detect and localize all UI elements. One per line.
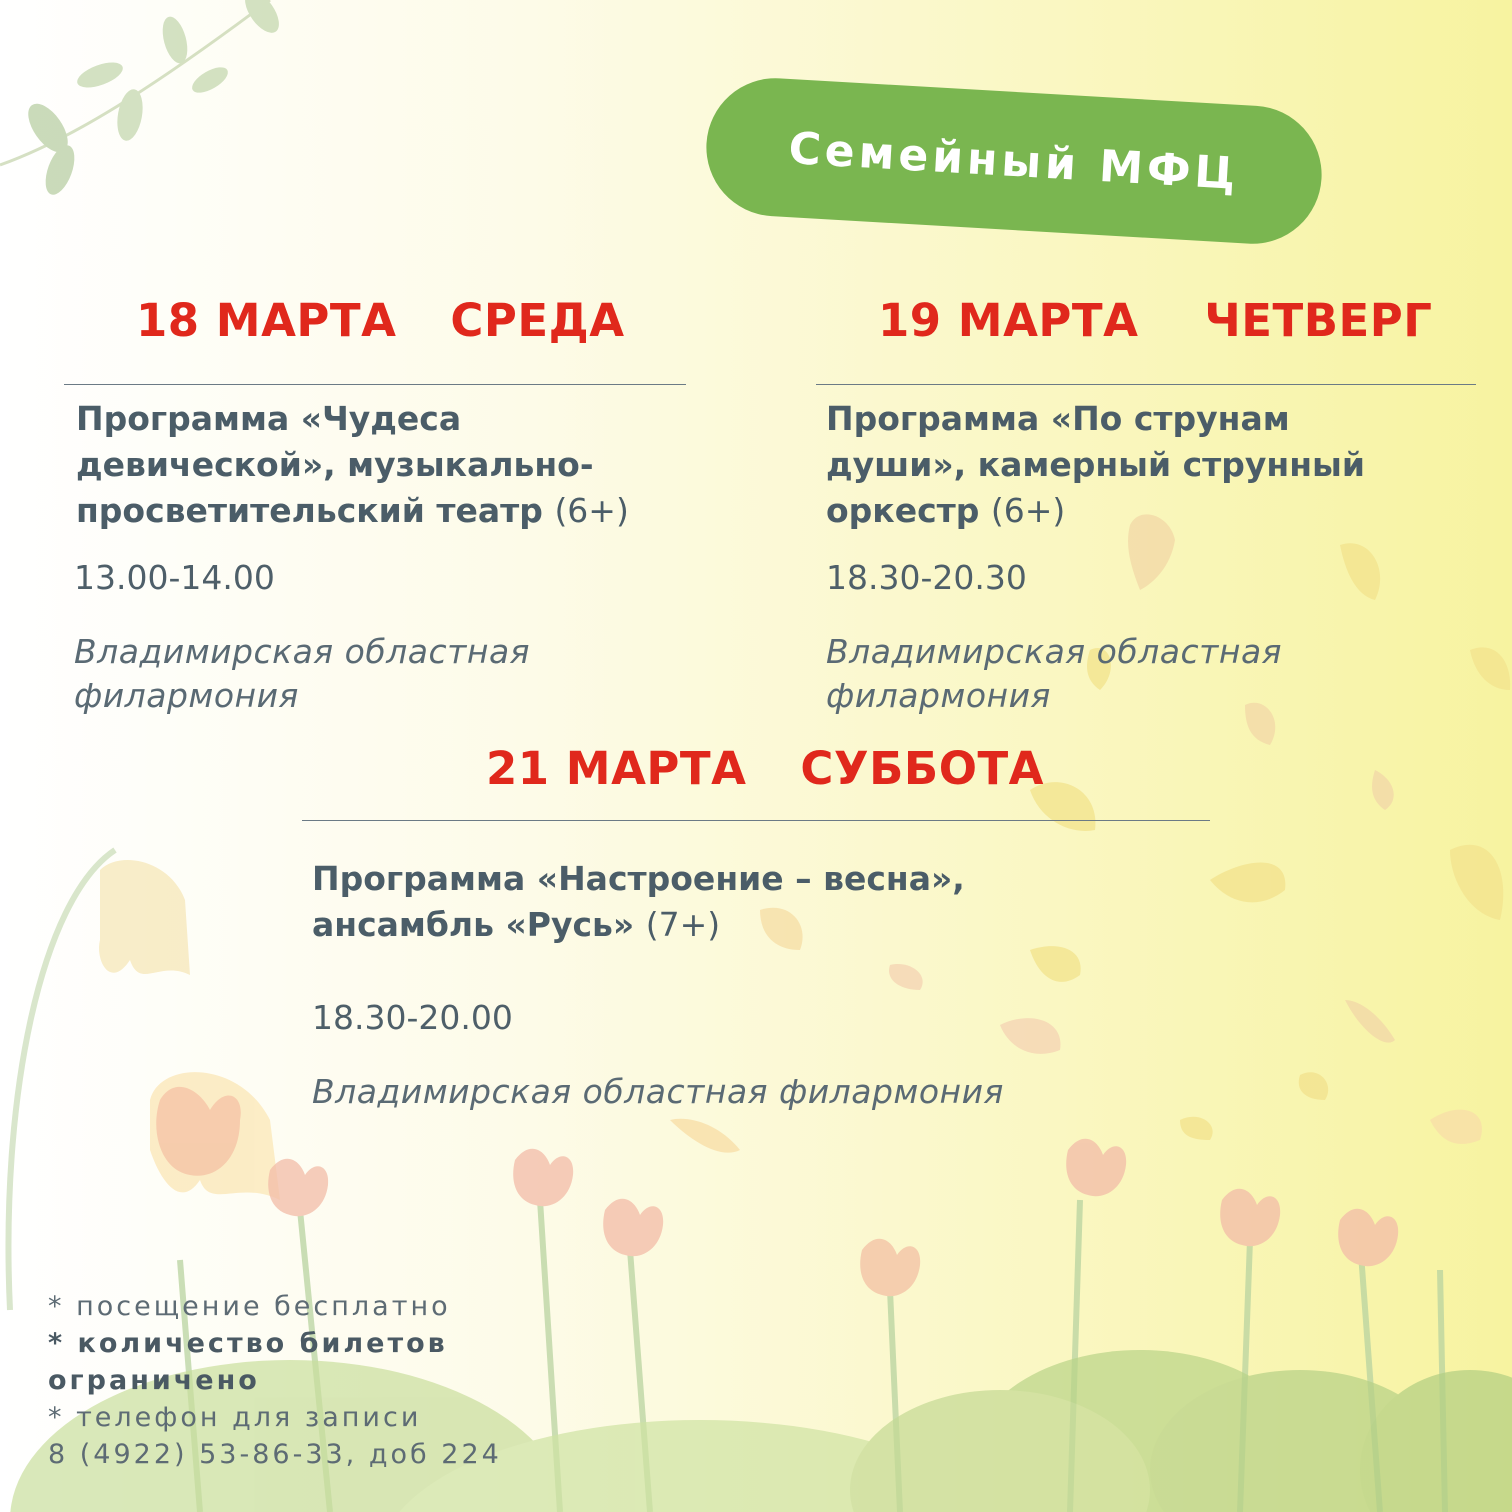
note-phone-label: * телефон для записи xyxy=(48,1402,422,1433)
event-3-divider xyxy=(302,820,1210,821)
event-3-age: (7+) xyxy=(645,905,721,944)
event-3-day: 21 МАРТА xyxy=(486,742,747,795)
event-2-program-line: оркестр xyxy=(826,491,980,530)
event-1-divider xyxy=(64,384,686,385)
event-3-program-line: ансамбль «Русь» xyxy=(312,905,635,944)
event-3-program xyxy=(312,856,1212,948)
event-3-time: 18.30-20.00 xyxy=(312,998,513,1037)
event-1-day: 18 МАРТА xyxy=(136,294,397,347)
snowdrop-flower-icon xyxy=(8,850,280,1310)
event-1-weekday: СРЕДА xyxy=(450,294,625,347)
event-1-date xyxy=(136,294,625,347)
note-free: * посещение бесплатно xyxy=(48,1291,451,1322)
note-limited-cont: ограничено xyxy=(48,1365,260,1396)
event-3-program-line: Программа «Настроение – весна», xyxy=(312,859,965,898)
event-2-weekday: ЧЕТВЕРГ xyxy=(1204,294,1433,347)
event-1-age: (6+) xyxy=(554,491,629,530)
event-1-place xyxy=(74,630,530,718)
note-phone: 8 (4922) 53-86-33, доб 224 xyxy=(48,1439,502,1470)
event-1-program-line: Программа «Чудеса xyxy=(76,399,462,438)
event-2-program xyxy=(826,396,1466,534)
event-3-place-line: Владимирская областная филармония xyxy=(312,1072,1004,1111)
event-3-weekday: СУББОТА xyxy=(800,742,1045,795)
note-limited: * количество билетов xyxy=(48,1328,448,1359)
footnotes xyxy=(48,1288,502,1473)
event-2-divider xyxy=(816,384,1476,385)
event-1-place-line: филармония xyxy=(74,676,299,715)
event-2-day: 19 МАРТА xyxy=(878,294,1139,347)
event-1-program xyxy=(76,396,716,534)
event-1-time: 13.00-14.00 xyxy=(74,558,275,597)
event-3-date xyxy=(486,742,1044,795)
falling-petals-icon xyxy=(670,514,1510,1152)
event-2-place-line: филармония xyxy=(826,676,1051,715)
event-2-place xyxy=(826,630,1282,718)
vine-leaves-icon xyxy=(0,0,286,199)
event-3-place xyxy=(312,1070,1004,1114)
event-2-time: 18.30-20.30 xyxy=(826,558,1027,597)
badge-label: Семейный МФЦ xyxy=(787,122,1241,200)
event-2-program-line: Программа «По струнам xyxy=(826,399,1290,438)
event-2-date xyxy=(878,294,1432,347)
event-2-program-line: души», камерный струнный xyxy=(826,445,1365,484)
event-1-program-line: просветительский театр xyxy=(76,491,543,530)
event-2-age: (6+) xyxy=(990,491,1066,530)
event-1-place-line: Владимирская областная xyxy=(74,632,531,671)
event-1-program-line: девической», музыкально- xyxy=(76,445,594,484)
event-2-place-line: Владимирская областная xyxy=(826,632,1283,671)
